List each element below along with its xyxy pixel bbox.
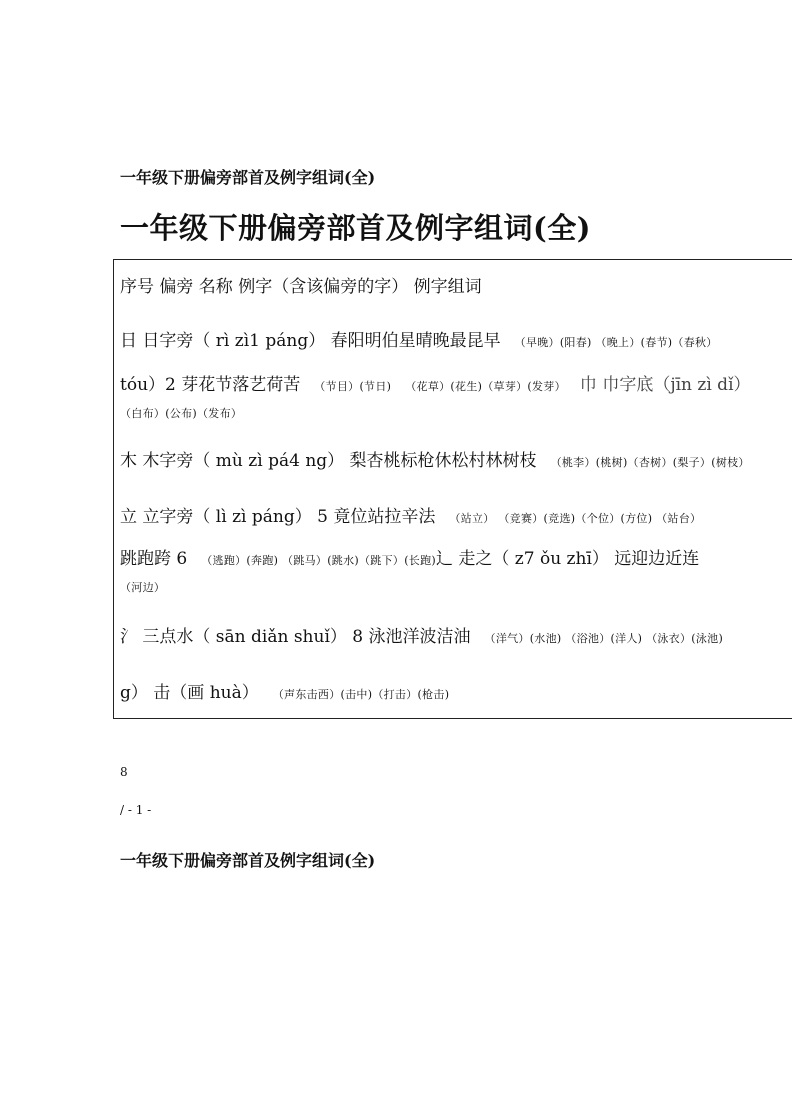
table-row: g） 击（画 huà） （声东击西）(击中)（打击）(枪击) (120, 683, 450, 703)
page-marker: / - 1 - (120, 803, 152, 817)
table-row: 木 木字旁（ mù zì pá4 ng） 梨杏桃标枪休松村林树枝 （桃李）(桃树)（杏树）(梨子）(树枝） (120, 451, 750, 471)
page-header-next: 一年级下册偏旁部首及例字组词(全) (120, 851, 376, 870)
table-row: 氵 三点水（ sān diǎn shuǐ） 8 泳池洋波洁油 （洋气）(水池) （浴池）(洋人) （泳衣）(泳池) (120, 627, 724, 647)
table-row: 跳跑跨 6 （逃跑）(奔跑) （跳马）(跳水)（跳下）(长跑)辶 走之（ z7 ǒu zhī） 远迎边近连 (120, 549, 700, 569)
table-row: 日 日字旁（ rì zì1 páng） 春阳明伯星晴晚最昆早 （早晚）(阳春) （晚上）(春节)（春秋） (120, 331, 718, 351)
radicals-table (113, 259, 792, 719)
table-row: tóu）2 芽花节落艺荷苦 （节目）(节日) （花草）(花生)（草芽）(发芽） 巾 巾字底（jīn zì dǐ） (120, 375, 751, 395)
table-row: 立 立字旁（ lì zì páng） 5 竟位站拉辛法 （站立） （竞赛）(竞选)（个位）(方位) （站台） (120, 507, 702, 527)
table-row: （河边） (120, 581, 166, 594)
page-header: 一年级下册偏旁部首及例字组词(全) (120, 168, 376, 187)
document-title: 一年级下册偏旁部首及例字组词(全) (120, 211, 591, 245)
page-number: 8 (120, 765, 128, 779)
table-header: 序号 偏旁 名称 例字（含该偏旁的字） 例字组词 (120, 277, 482, 297)
table-row: （白布）(公布)（发布） (120, 407, 243, 420)
